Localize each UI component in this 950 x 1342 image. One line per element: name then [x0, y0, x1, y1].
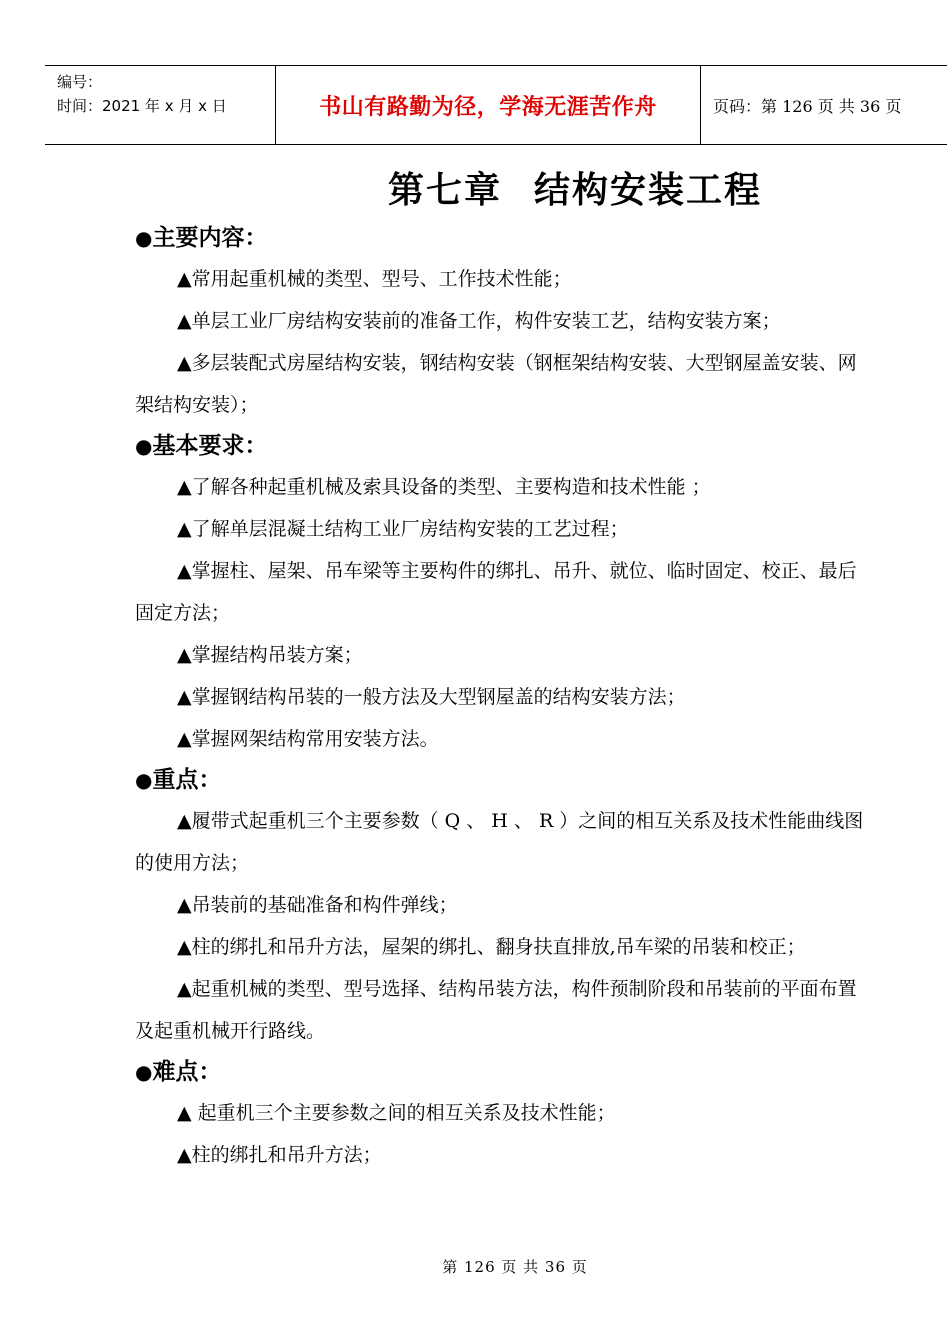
list-item: ▲掌握结构吊装方案；: [177, 644, 363, 666]
list-item: ▲了解单层混凝土结构工业厂房结构安装的工艺过程；: [177, 518, 629, 540]
chapter-title: [0, 162, 950, 213]
header-table: [45, 65, 947, 145]
section-heading: ●主要内容：: [135, 225, 268, 251]
section-heading: ●重点：: [135, 767, 222, 793]
time-label: 时间：2021 年 x 月 x 日: [57, 97, 227, 115]
list-item: ▲掌握钢结构吊装的一般方法及大型钢屋盖的结构安装方法；: [177, 686, 686, 708]
list-item: ▲常用起重机械的类型、型号、工作技术性能；: [177, 268, 572, 290]
page-footer: 第 126 页 共 36 页: [442, 1258, 588, 1276]
header-meta: [45, 66, 275, 144]
list-item: ▲吊装前的基础准备和构件弹线；: [177, 894, 458, 916]
list-item: ▲掌握网架结构常用安装方法。: [177, 728, 439, 750]
section-heading: ●难点：: [135, 1059, 222, 1085]
bullet-dot: ●: [135, 768, 153, 792]
bullet-dot: ●: [135, 434, 153, 458]
bullet-dot: ●: [135, 1060, 153, 1084]
document-body: [135, 218, 870, 1176]
bullet-dot: ●: [135, 226, 153, 250]
list-item: ▲掌握柱、屋架、吊车梁等主要构件的绑扎、吊升、就位、临时固定、校正、最后固定方法；: [135, 560, 857, 624]
chapter-number: 第七章: [387, 170, 502, 211]
list-item: ▲ 起重机三个主要参数之间的相互关系及技术性能；: [177, 1102, 616, 1124]
list-item: ▲多层装配式房屋结构安装，钢结构安装（钢框架结构安装、大型钢屋盖安装、网架结构安装）；: [135, 352, 857, 416]
list-item: ▲起重机械的类型、型号选择、结构吊装方法，构件预制阶段和吊装前的平面布置及起重机械开行路线。: [135, 978, 857, 1042]
header-page-info: 页码：第 126 页 共 36 页: [713, 96, 902, 116]
motto: 书山有路勤为径，学海无涯苦作舟: [319, 93, 657, 120]
list-item: ▲柱的绑扎和吊升方法；: [177, 1144, 382, 1166]
list-item: ▲了解各种起重机械及索具设备的类型、主要构造和技术性能 ；: [177, 476, 711, 498]
header-motto-cell: [275, 66, 701, 144]
chapter-name: 结构安装工程: [534, 170, 763, 211]
code-label: 编号：: [57, 73, 103, 91]
list-item: ▲柱的绑扎和吊升方法，屋架的绑扎、翻身扶直排放,吊车梁的吊装和校正；: [177, 936, 806, 958]
list-item: ▲履带式起重机三个主要参数（ Q 、 H 、 R ）之间的相互关系及技术性能曲线图的使用方法；: [135, 810, 864, 874]
list-item: ▲单层工业厂房结构安装前的准备工作，构件安装工艺，结构安装方案；: [177, 310, 781, 332]
section-heading: ●基本要求：: [135, 433, 268, 459]
